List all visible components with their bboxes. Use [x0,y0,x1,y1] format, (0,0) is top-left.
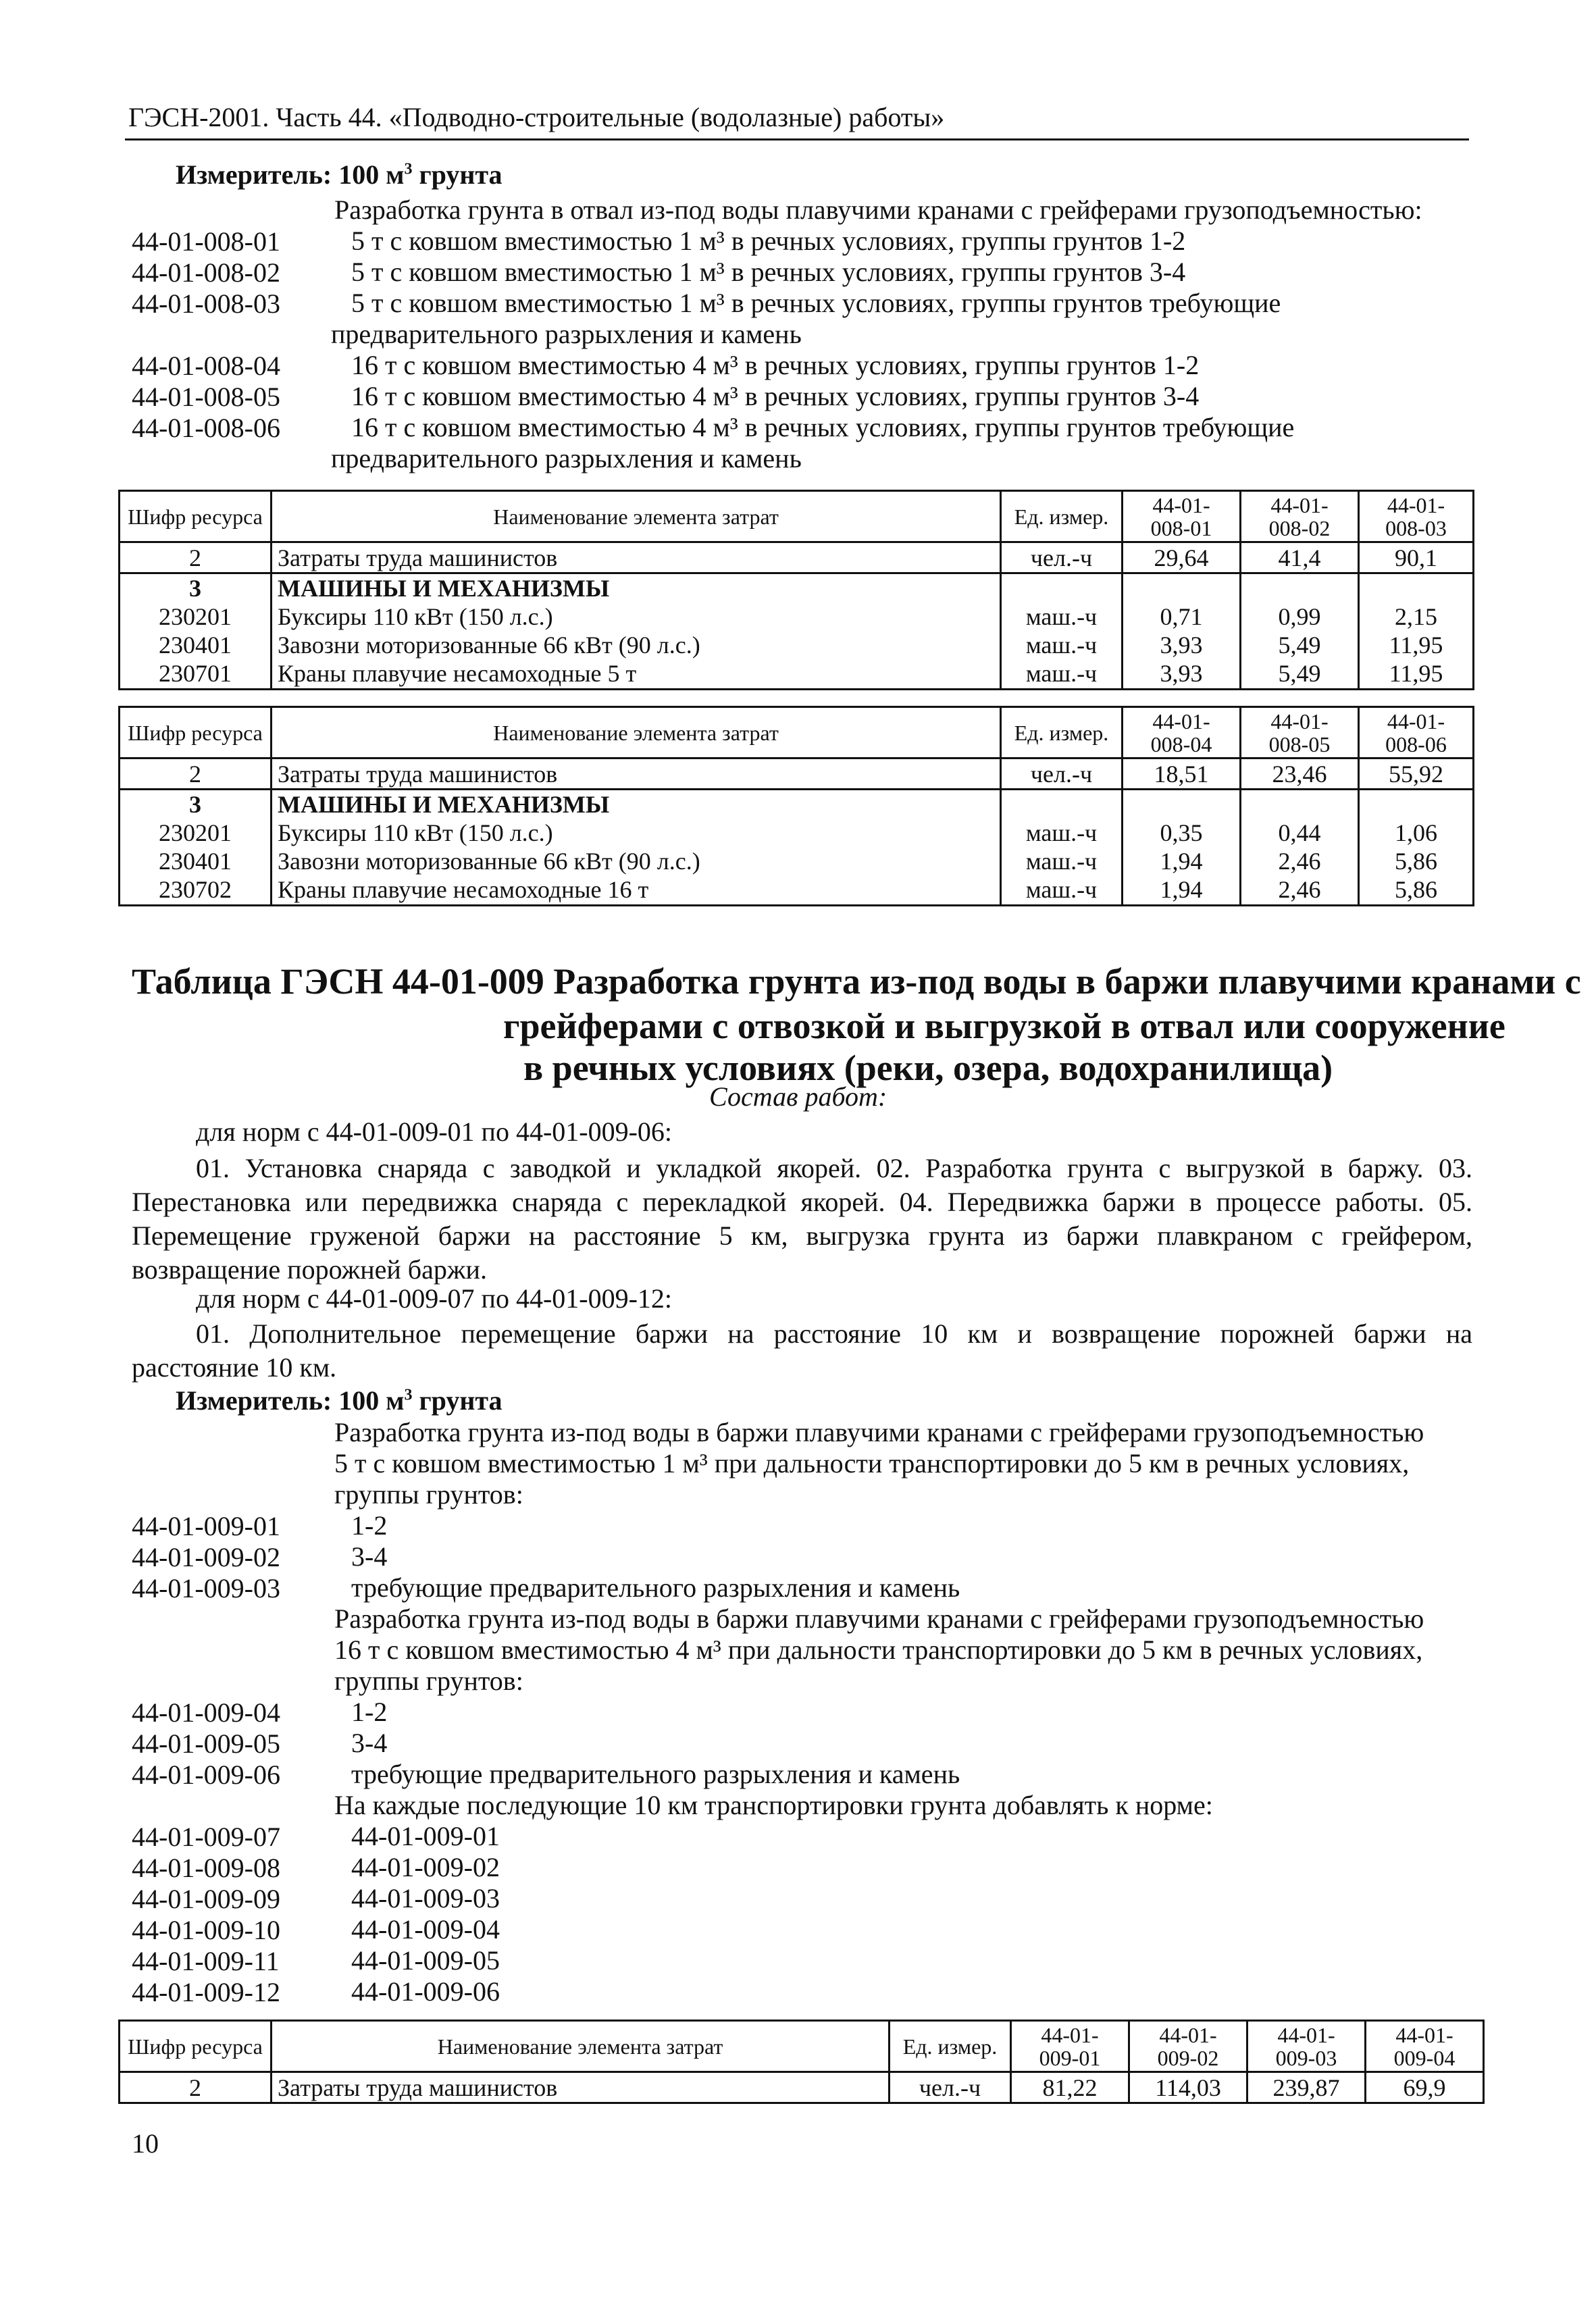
table-row [120,631,1474,659]
col-top: 44-01- [1270,709,1329,734]
norms-range-1: для норм с 44-01-009-01 по 44-01-009-06: [196,1116,673,1147]
norm-description: 3-4 [351,1728,388,1758]
cell-name: Буксиры 110 кВт (150 л.с.) [272,602,1001,631]
norm-code: 44-01-009-09 [132,1884,280,1914]
col-header-norm [1241,707,1359,759]
intro-line: Разработка грунта из-под воды в баржи плавучими кранами с грейферами грузоподъемностью [334,1417,1424,1447]
col-header-unit: Ед. измер. [890,2021,1011,2072]
col-bottom: 009-01 [1039,2045,1101,2070]
cell-code: 2 [120,759,272,790]
norm-code: 44-01-008-03 [132,288,280,319]
measure-text: Измеритель: 100 м [176,1385,405,1416]
col-header-norm [1123,707,1241,759]
cell-name: Затраты труда машинистов [272,2072,890,2103]
norm-code: 44-01-009-05 [132,1728,280,1759]
col-header-name: Наименование элемента затрат [272,2021,890,2072]
col-bottom: 009-04 [1393,2045,1456,2070]
norm-description-cont: предварительного разрыхления и камень [331,443,802,473]
cell-name: Завозни моторизованные 66 кВт (90 л.с.) [272,631,1001,659]
cell-value: 5,86 [1359,875,1474,905]
paragraph-line: 01. Дополнительное перемещение баржи на расстояние 10 км и возвращение порожней баржи на [196,1318,1472,1349]
cell-value: 11,95 [1359,631,1474,659]
cell-value: 90,1 [1359,542,1474,573]
cell-name: Затраты труда машинистов [272,759,1001,790]
cell-value: 29,64 [1123,542,1241,573]
norm-reference: 44-01-009-06 [351,1976,500,2007]
cell-name: Краны плавучие несамоходные 5 т [272,659,1001,689]
cell-value: 11,95 [1359,659,1474,689]
norm-description: 5 т с ковшом вместимостью 1 м³ в речных условиях, группы грунтов требующие [351,288,1281,318]
table-header-row [120,2021,1484,2072]
cell-unit: маш.-ч [1001,659,1123,689]
cell-value [1123,790,1241,819]
col-header-norm [1241,491,1359,542]
norm-reference: 44-01-009-04 [351,1914,500,1945]
cell-code: 230401 [120,847,272,875]
table-header-row [120,707,1474,759]
norm-code: 44-01-009-03 [132,1573,280,1603]
work-composition-heading: Состав работ: [709,1081,887,1112]
intro-line: 5 т с ковшом вместимостью 1 м³ при дальности транспортировки до 5 км в речных условиях, [334,1448,1410,1479]
cell-code: 230702 [120,875,272,905]
cell-value: 41,4 [1241,542,1359,573]
cell-code: 230201 [120,602,272,631]
norm-reference: 44-01-009-05 [351,1945,500,1976]
col-header-unit: Ед. измер. [1001,707,1123,759]
col-header-norm [1129,2021,1247,2072]
cell-value: 0,71 [1123,602,1241,631]
paragraph-line: расстояние 10 км. [132,1352,337,1383]
col-top: 44-01- [1277,2022,1335,2047]
col-bottom: 009-02 [1157,2045,1219,2070]
norm-description: требующие предварительного разрыхления и камень [351,1759,960,1789]
cell-value: 23,46 [1241,759,1359,790]
norm-description: 5 т с ковшом вместимостью 1 м³ в речных условиях, группы грунтов 3-4 [351,257,1186,287]
cell-value: 5,86 [1359,847,1474,875]
norm-code: 44-01-009-01 [132,1511,280,1541]
intro-line: На каждые последующие 10 км транспортировки грунта добавлять к норме: [334,1790,1213,1820]
norm-code: 44-01-008-05 [132,382,280,412]
measure-unit-label [176,159,503,190]
measure-superscript: 3 [404,160,413,178]
measure-tail: грунта [412,1385,503,1416]
norms-range-2: для норм с 44-01-009-07 по 44-01-009-12: [196,1283,673,1314]
measure-superscript: 3 [404,1386,413,1404]
intro-line: 16 т с ковшом вместимостью 4 м³ при дальности транспортировки до 5 км в речных условиях, [334,1635,1423,1665]
paragraph-line: 01. Установка снаряда с заводкой и укладкой якорей. 02. Разработка грунта с выгрузкой в баржу. 03. [196,1153,1472,1183]
table-row [120,790,1474,819]
col-header-code: Шифр ресурса [120,707,272,759]
norm-code: 44-01-009-11 [132,1946,280,1976]
col-header-name: Наименование элемента затрат [272,491,1001,542]
norm-code: 44-01-009-08 [132,1853,280,1883]
col-bottom: 008-02 [1268,515,1331,540]
cell-value: 2,15 [1359,602,1474,631]
cell-value: 2,46 [1241,847,1359,875]
cell-value [1359,573,1474,603]
table-row [120,819,1474,847]
cell-code: 230201 [120,819,272,847]
norm-code: 44-01-009-04 [132,1697,280,1728]
work-composition-1 [132,1152,1472,1287]
table-row [120,659,1474,689]
page-number: 10 [132,2128,159,2159]
cell-unit: маш.-ч [1001,847,1123,875]
intro-line: группы грунтов: [334,1666,523,1696]
cell-value [1123,573,1241,603]
paragraph-line: Перемещение груженой баржи на расстояние 5 км, выгрузка грунта из баржи плавкраном с грейфером, [132,1220,1472,1251]
norm-description: 3-4 [351,1541,388,1572]
cell-unit: чел.-ч [890,2072,1011,2103]
cell-value: 0,35 [1123,819,1241,847]
col-top: 44-01- [1152,709,1210,734]
table-row [120,847,1474,875]
norm-code: 44-01-009-02 [132,1542,280,1572]
norm-reference: 44-01-009-01 [351,1821,500,1851]
cell-value: 0,99 [1241,602,1359,631]
cell-name: Буксиры 110 кВт (150 л.с.) [272,819,1001,847]
norm-code: 44-01-009-06 [132,1759,280,1790]
norm-reference: 44-01-009-03 [351,1883,500,1913]
norm-code: 44-01-008-06 [132,413,280,443]
intro-line: Разработка грунта из-под воды в баржи плавучими кранами с грейферами грузоподъемностью [334,1603,1424,1634]
cell-unit: маш.-ч [1001,875,1123,905]
col-bottom: 009-03 [1275,2045,1337,2070]
table-row [120,602,1474,631]
col-top: 44-01- [1159,2022,1217,2047]
cell-value: 114,03 [1129,2072,1247,2103]
cell-code: 230401 [120,631,272,659]
col-header-norm [1359,491,1474,542]
cell-unit: чел.-ч [1001,542,1123,573]
paragraph-line: возвращение порожней баржи. [132,1254,487,1285]
cell-name: Завозни моторизованные 66 кВт (90 л.с.) [272,847,1001,875]
table-title-line-2: грейферами с отвозкой и выгрузкой в отвал или сооружение [503,1006,1505,1046]
cell-unit: маш.-ч [1001,819,1123,847]
col-top: 44-01- [1387,709,1445,734]
cell-code: 3 [120,573,272,603]
norm-description: требующие предварительного разрыхления и камень [351,1572,960,1603]
resource-table-2 [118,706,1474,906]
norm-description-cont: предварительного разрыхления и камень [331,319,802,349]
cell-value: 69,9 [1366,2072,1484,2103]
cell-unit: чел.-ч [1001,759,1123,790]
cell-value: 2,46 [1241,875,1359,905]
col-header-code: Шифр ресурса [120,2021,272,2072]
col-header-unit: Ед. измер. [1001,491,1123,542]
table-title-line-3: в речных условиях (реки, озера, водохранилища) [523,1048,1333,1088]
running-header: ГЭСН-2001. Часть 44. «Подводно-строительные (водолазные) работы» [128,102,945,132]
norm-description: 16 т с ковшом вместимостью 4 м³ в речных условиях, группы грунтов 3-4 [351,381,1200,411]
cell-unit [1001,573,1123,603]
cell-value [1241,790,1359,819]
table-row [120,573,1474,603]
col-bottom: 008-01 [1150,515,1212,540]
col-header-norm [1123,491,1241,542]
cell-value: 1,94 [1123,875,1241,905]
measure-text: Измеритель: 100 м [176,159,405,190]
col-header-code: Шифр ресурса [120,491,272,542]
col-top: 44-01- [1152,492,1210,517]
norm-code: 44-01-009-10 [132,1915,280,1945]
col-top: 44-01- [1041,2022,1099,2047]
col-bottom: 008-04 [1150,731,1212,756]
cell-unit [1001,790,1123,819]
cell-value: 55,92 [1359,759,1474,790]
col-header-norm [1366,2021,1484,2072]
col-bottom: 008-06 [1385,731,1447,756]
section1-intro: Разработка грунта в отвал из-под воды плавучими кранами с грейферами грузоподъемностью: [334,195,1422,225]
cell-unit: маш.-ч [1001,631,1123,659]
col-top: 44-01- [1395,2022,1453,2047]
norm-code: 44-01-009-07 [132,1822,280,1852]
norm-code: 44-01-009-12 [132,1977,280,2007]
table-title-line-1: Таблица ГЭСН 44-01-009 Разработка грунта из-под воды в баржи плавучими кранами с [132,961,1581,1002]
cell-value [1359,790,1474,819]
cell-value: 1,06 [1359,819,1474,847]
norm-reference: 44-01-009-02 [351,1852,500,1882]
col-header-norm [1247,2021,1366,2072]
cell-value: 1,94 [1123,847,1241,875]
col-bottom: 008-03 [1385,515,1447,540]
norm-description: 1-2 [351,1510,388,1541]
cell-value: 3,93 [1123,631,1241,659]
cell-code: 230701 [120,659,272,689]
header-rule [125,138,1469,140]
col-bottom: 008-05 [1268,731,1331,756]
norm-description: 1-2 [351,1697,388,1727]
norm-code: 44-01-008-01 [132,226,280,257]
cell-name: Затраты труда машинистов [272,542,1001,573]
cell-value: 0,44 [1241,819,1359,847]
table-row [120,759,1474,790]
table-row [120,2072,1484,2103]
cell-value: 3,93 [1123,659,1241,689]
cell-value: 18,51 [1123,759,1241,790]
cell-value [1241,573,1359,603]
table-row [120,542,1474,573]
resource-table-3 [118,2020,1485,2104]
col-top: 44-01- [1387,492,1445,517]
cell-code: 2 [120,542,272,573]
cell-code: 2 [120,2072,272,2103]
norm-code: 44-01-008-02 [132,257,280,288]
col-header-name: Наименование элемента затрат [272,707,1001,759]
norm-description: 16 т с ковшом вместимостью 4 м³ в речных условиях, группы грунтов 1-2 [351,350,1200,380]
cell-name: МАШИНЫ И МЕХАНИЗМЫ [272,573,1001,603]
cell-value: 81,22 [1011,2072,1129,2103]
table-header-row [120,491,1474,542]
resource-table-1 [118,490,1474,690]
norm-description: 16 т с ковшом вместимостью 4 м³ в речных условиях, группы грунтов требующие [351,412,1295,442]
col-header-norm [1011,2021,1129,2072]
cell-value: 5,49 [1241,659,1359,689]
measure-tail: грунта [412,159,503,190]
cell-value: 239,87 [1247,2072,1366,2103]
measure-unit-label [176,1385,503,1416]
cell-name: Краны плавучие несамоходные 16 т [272,875,1001,905]
cell-unit: маш.-ч [1001,602,1123,631]
norm-code: 44-01-008-04 [132,351,280,381]
col-top: 44-01- [1270,492,1329,517]
col-header-norm [1359,707,1474,759]
norm-description: 5 т с ковшом вместимостью 1 м³ в речных условиях, группы грунтов 1-2 [351,226,1186,256]
cell-name: МАШИНЫ И МЕХАНИЗМЫ [272,790,1001,819]
cell-value: 5,49 [1241,631,1359,659]
intro-line: группы грунтов: [334,1479,523,1510]
cell-code: 3 [120,790,272,819]
work-composition-2 [132,1317,1472,1385]
paragraph-line: Перестановка или передвижка снаряда с перекладкой якорей. 04. Передвижка баржи в процессе работы. 05. [132,1187,1472,1217]
table-row [120,875,1474,905]
